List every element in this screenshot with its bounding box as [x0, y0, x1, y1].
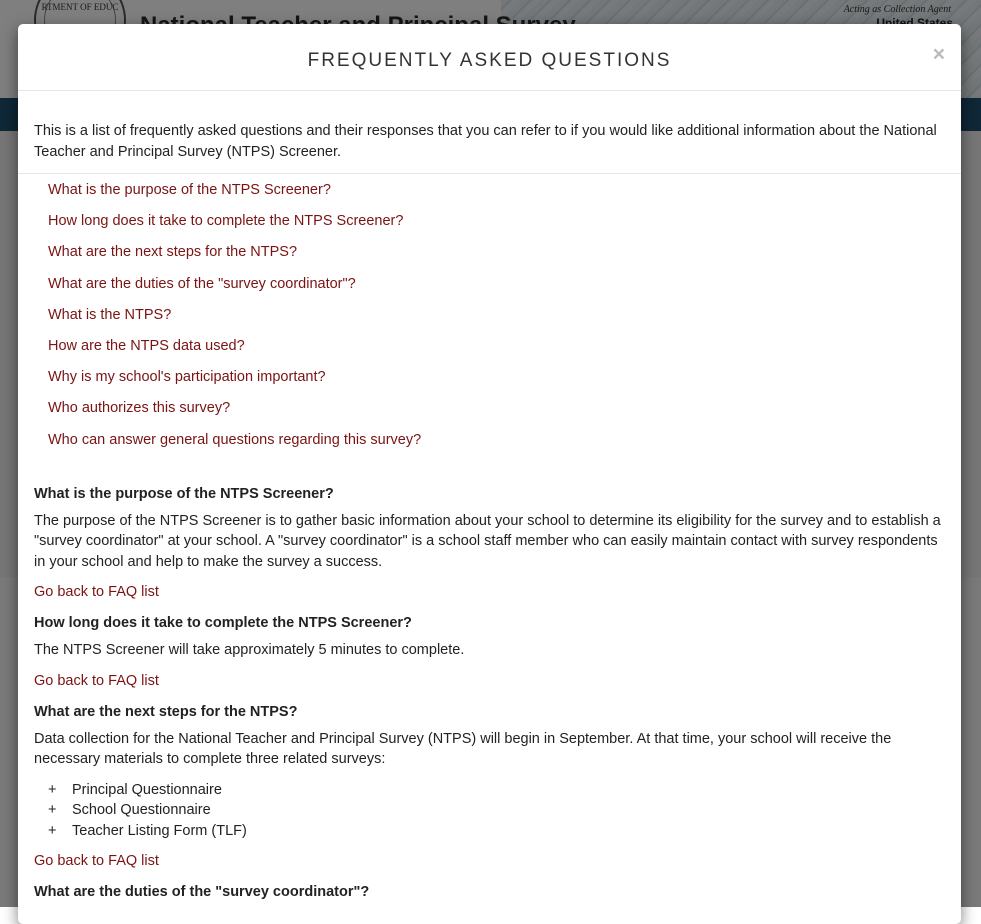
faq-link-data-usage[interactable]: How are the NTPS data used? — [48, 337, 245, 354]
faq-link-authorization[interactable]: Who authorizes this survey? — [48, 400, 231, 417]
plus-bullet-icon: + — [48, 781, 57, 798]
list-item — [48, 181, 961, 212]
answer-text-duration: The NTPS Screener will take approximately 5 minutes to complete. — [34, 642, 465, 659]
list-item — [48, 212, 961, 243]
faq-answers — [18, 462, 961, 903]
answer-heading-next-steps: What are the next steps for the NTPS? — [34, 703, 298, 720]
back-to-faq-link[interactable]: Go back to FAQ list — [34, 672, 159, 689]
close-icon[interactable]: × — [932, 43, 945, 66]
list-item-label: Teacher Listing Form (TLF) — [72, 822, 247, 839]
faq-link-next-steps[interactable]: What are the next steps for the NTPS? — [48, 244, 298, 261]
faq-link-general-questions[interactable]: Who can answer general questions regarding this survey? — [48, 431, 422, 448]
faq-intro: This is a list of frequently asked questions and their responses that you can refer to if you would like additional information about the National Teacher and Principal Survey (NTPS) Screener. — [18, 91, 961, 174]
faq-link-purpose[interactable]: What is the purpose of the NTPS Screener? — [48, 182, 331, 198]
plus-bullet-icon: + — [48, 802, 57, 819]
answer-text-purpose: The purpose of the NTPS Screener is to gather basic information about your school to determine its eligibility for the survey and to establish a "survey coordinator" at your school. A "survey coordinator" is a school staff member who can easily maintain contact with survey respondents in your school and help to make the survey a success. — [34, 512, 941, 570]
list-item-label: Principal Questionnaire — [72, 781, 222, 798]
faq-link-coordinator-duties[interactable]: What are the duties of the "survey coordinator"? — [48, 275, 356, 292]
modal-title: FREQUENTLY ASKED QUESTIONS — [307, 50, 672, 71]
list-item — [48, 800, 945, 821]
faq-list — [18, 174, 961, 462]
list-item — [48, 368, 961, 399]
back-to-faq-link[interactable]: Go back to FAQ list — [34, 853, 159, 870]
list-item — [48, 431, 961, 462]
plus-bullet-icon: + — [48, 822, 57, 839]
answer-heading-duration: How long does it take to complete the NTPS Screener? — [34, 615, 412, 632]
modal-header — [18, 24, 961, 91]
faq-modal — [18, 24, 961, 924]
survey-list — [34, 780, 945, 842]
answer-heading-purpose: What is the purpose of the NTPS Screener? — [34, 485, 334, 502]
list-item — [48, 243, 961, 274]
faq-link-what-is-ntps[interactable]: What is the NTPS? — [48, 306, 172, 323]
faq-link-participation[interactable]: Why is my school's participation important? — [48, 369, 326, 386]
list-item — [48, 275, 961, 306]
list-item — [48, 306, 961, 337]
back-to-faq-link[interactable]: Go back to FAQ list — [34, 584, 159, 601]
list-item — [48, 337, 961, 368]
list-item — [48, 399, 961, 430]
list-item — [48, 780, 945, 801]
faq-link-duration[interactable]: How long does it take to complete the NTPS Screener? — [48, 213, 404, 230]
list-item-label: School Questionnaire — [72, 802, 211, 819]
answer-text-next-steps: Data collection for the National Teacher and Principal Survey (NTPS) will begin in September. At that time, your school will receive the necessary materials to complete three related surveys: — [34, 730, 892, 768]
list-item — [48, 821, 945, 842]
answer-heading-coordinator-duties: What are the duties of the "survey coordinator"? — [34, 884, 370, 901]
